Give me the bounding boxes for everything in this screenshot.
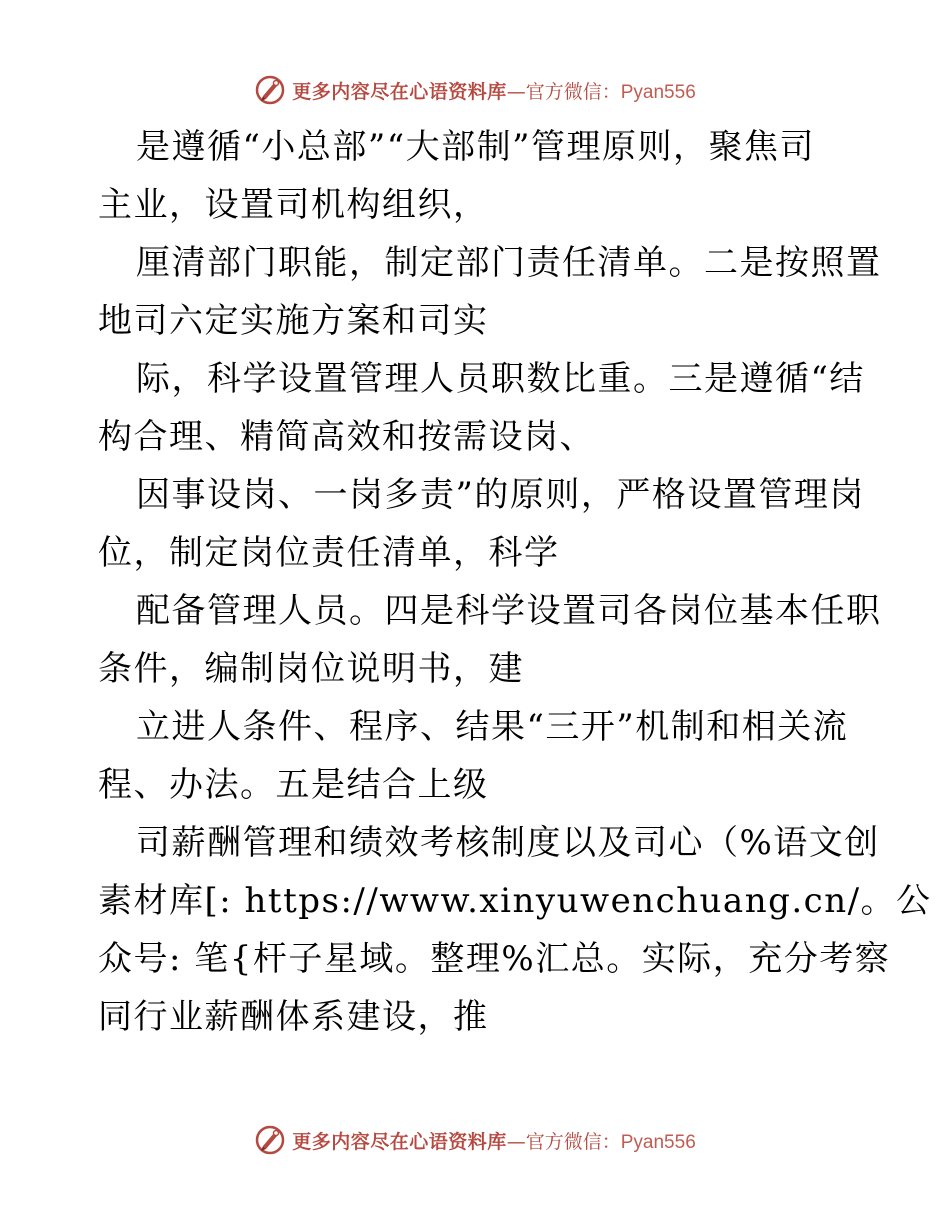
body-line: 厘清部门职能，制定部门责任清单。二是按照置 [136, 243, 882, 283]
body-line: 主业，设置司机构组织， [98, 185, 489, 225]
body-line: 立进人条件、程序、结果“三开”机制和相关流 [136, 707, 849, 747]
header-banner-text [292, 77, 696, 104]
body-line: 条件，编制岗位说明书，建 [98, 649, 524, 689]
body-line: 地司六定实施方案和司实 [98, 301, 489, 341]
header-banner-sub: 官方微信： [525, 80, 621, 103]
body-line: 是遵循“小总部”“大部制”管理原则，聚焦司 [136, 127, 816, 167]
pen-circle-logo-icon [254, 1124, 286, 1156]
footer-banner-separator: — [506, 1130, 526, 1153]
body-line: 同行业薪酬体系建设，推 [98, 997, 489, 1037]
header-banner-separator: — [506, 80, 526, 103]
body-line: 配备管理人员。四是科学设置司各岗位基本任职 [136, 591, 882, 631]
document-body [98, 118, 932, 1046]
header-banner [0, 70, 950, 110]
pen-circle-logo-icon [254, 74, 286, 106]
body-line: 位，制定岗位责任清单，科学 [98, 533, 560, 573]
footer-banner [0, 1120, 950, 1160]
body-line: 司薪酬管理和绩效考核制度以及司心（%语文创 [136, 823, 880, 863]
body-line: 构合理、精简高效和按需设岗、 [98, 417, 595, 457]
body-line: 因事设岗、一岗多责”的原则，严格设置管理岗 [136, 475, 865, 515]
header-banner-main: 更多内容尽在心语资料库 [292, 80, 507, 103]
header-banner-id: Pyan556 [620, 81, 696, 103]
body-line: 素材库[: https://www.xinyuwenchuang.cn/。公 [98, 881, 932, 921]
footer-banner-text [292, 1127, 696, 1154]
footer-banner-sub: 官方微信： [525, 1130, 621, 1153]
body-line: 众号: 笔{杆子星域。整理%汇总。实际，充分考察 [98, 939, 891, 979]
body-line: 程、办法。五是结合上级 [98, 765, 489, 805]
body-line: 际，科学设置管理人员职数比重。三是遵循“结 [136, 359, 865, 399]
footer-banner-main: 更多内容尽在心语资料库 [292, 1130, 507, 1153]
footer-banner-id: Pyan556 [620, 1131, 696, 1153]
